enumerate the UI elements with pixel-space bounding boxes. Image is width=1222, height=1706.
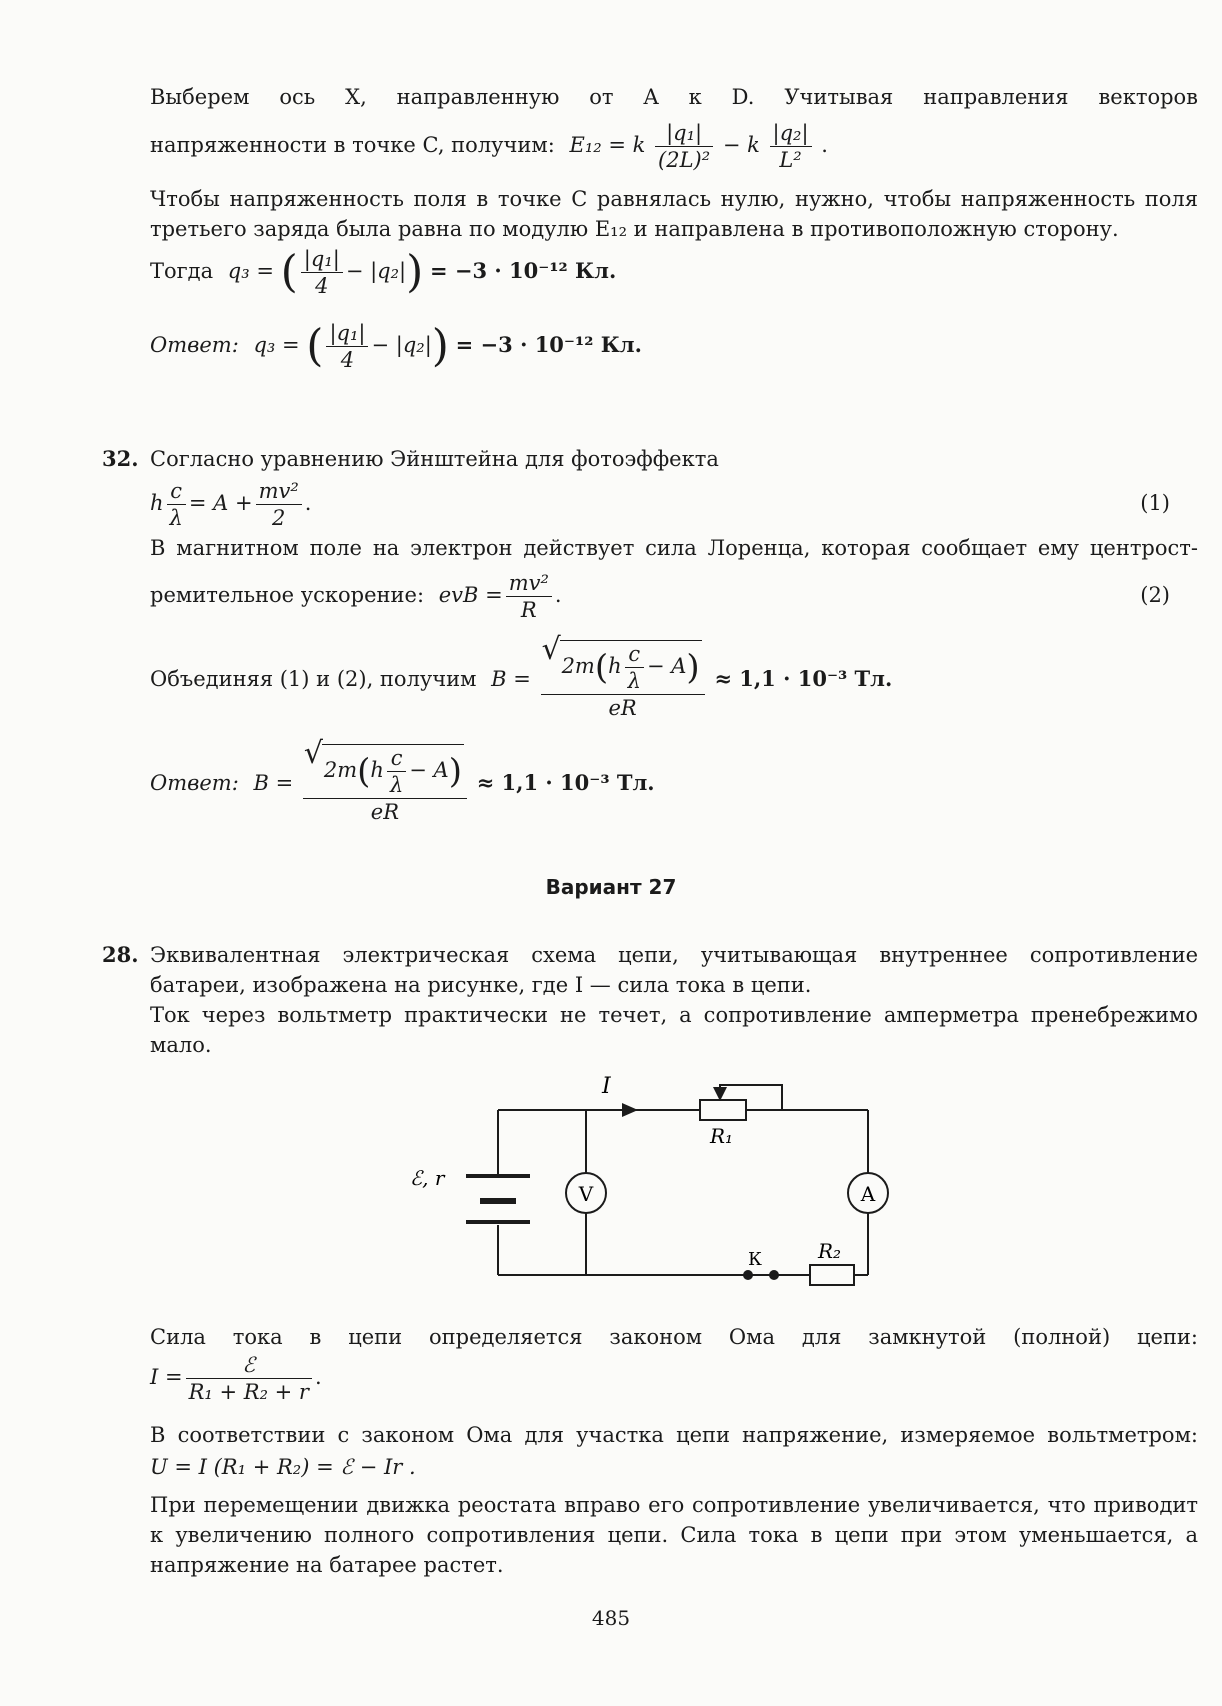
label-r2: R₂	[818, 1239, 842, 1263]
p31-answer-line: Ответ: q₃ = ( $\frac{\text{|q₁|}}{4}$ − |q₂|) = −3 · 10⁻¹² Кл.	[150, 320, 642, 372]
e12-frac1: $\frac{\text{|q₁|}}{\text{(2L)²}}$	[655, 120, 713, 173]
p31-line1: Выберем ось X, направленную от A к D. Учитывая направления векторов	[150, 85, 1198, 109]
p28-paragraph2: Ток через вольтметр практически не течет, а сопротивление амперметра пренебрежимо мало.	[150, 1003, 1198, 1057]
eq-number-1: (1)	[1140, 491, 1170, 515]
battery-symbol	[466, 1174, 530, 1224]
resistor-r2	[810, 1265, 854, 1285]
b-fraction: √ 2m(h $\frac{c}{\lambda}$ − A) eR	[541, 640, 705, 721]
voltmeter-label: V	[578, 1182, 594, 1206]
p28-volt-line: В соответствии с законом Ома для участка цепи напряжение, измеряемое вольтметром:	[150, 1423, 1198, 1447]
p31-e12-line: напряженности в точке C, получим: E₁₂ = k $\frac{\text{|q₁|}}{\text{(2L)²}}$ − k $\frac{\text{|q₂|}}{\text{L²}}$ .	[150, 121, 828, 172]
e12-minus-k: − k	[722, 133, 760, 157]
p28-volt-eq: U = I (R₁ + R₂) = ℰ − Ir .	[150, 1455, 416, 1479]
slider-arrow-icon	[713, 1087, 727, 1101]
label-r1: R₁	[710, 1124, 734, 1148]
eq-number-2: (2)	[1140, 583, 1170, 607]
label-emf: ℰ, r	[410, 1166, 445, 1190]
p32-eq1: h $\frac{c}{\lambda}$ = A + $\frac{\text{mv²}}{2}$ .	[150, 479, 312, 530]
problem-number-32: 32.	[102, 446, 139, 471]
p28-paragraph1: Эквивалентная электрическая схема цепи, учитывающая внутреннее сопротивление батареи, изображена на рисунке, где I — сила тока в цепи.	[150, 943, 1198, 997]
p32-b-line: Объединяя (1) и (2), получим B = √ 2m(h $\frac{c}{\lambda}$ − A) eR ≈ 1,1 · 10⁻³ Тл.	[150, 640, 892, 721]
p32-line2: В магнитном поле на электрон действует сила Лоренца, которая сообщает ему центрост-	[150, 536, 1198, 560]
circuit-diagram	[400, 1065, 900, 1295]
ammeter-label: A	[860, 1182, 876, 1206]
q3-value: = −3 · 10⁻¹² Кл.	[429, 258, 617, 283]
page-number: 485	[591, 1606, 631, 1630]
p28-ohm-eq: I = ℰ R₁ + R₂ + r .	[150, 1353, 322, 1404]
p28-paragraph3: При перемещении движка реостата вправо его сопротивление увеличивается, что приводит к увеличению полного сопротивления цепи. Сила тока в цепи при этом уменьшается, а напряжение на батарее растет.	[150, 1493, 1198, 1577]
current-arrow-icon	[622, 1103, 638, 1117]
label-switch: К	[748, 1249, 762, 1270]
p32-line1: Согласно уравнению Эйнштейна для фотоэффекта	[150, 447, 719, 471]
p31-paragraph: Чтобы напряженность поля в точке C равнялась нулю, нужно, чтобы напряженность поля третьего заряда была равна по модулю E₁₂ и направлена в противоположную сторону.	[150, 187, 1198, 241]
resistor-r1	[700, 1100, 746, 1120]
p32-eq2-line: ремительное ускорение: evB = $\frac{\text{mv²}}{R}$ .	[150, 571, 562, 622]
e12-lhs: E₁₂ = k	[569, 133, 646, 157]
e12-frac2: $\frac{\text{|q₂|}}{\text{L²}}$	[770, 120, 812, 173]
p28-ohm-line: Сила тока в цепи определяется законом Ома для замкнутой (полной) цепи:	[150, 1325, 1198, 1349]
label-current: I	[602, 1074, 611, 1099]
problem-number-28: 28.	[102, 942, 139, 967]
p31-togda-line: Тогда q₃ = ( $\frac{\text{|q₁|}}{4}$ − |q₂|) = −3 · 10⁻¹² Кл.	[150, 246, 617, 298]
p31-line2-text: напряженности в точке C, получим:	[150, 133, 555, 157]
p32-answer-line: Ответ: B = √ 2m(h $\frac{c}{\lambda}$ − A) eR ≈ 1,1 · 10⁻³ Тл.	[150, 744, 655, 825]
variant-heading: Вариант 27	[545, 875, 677, 899]
